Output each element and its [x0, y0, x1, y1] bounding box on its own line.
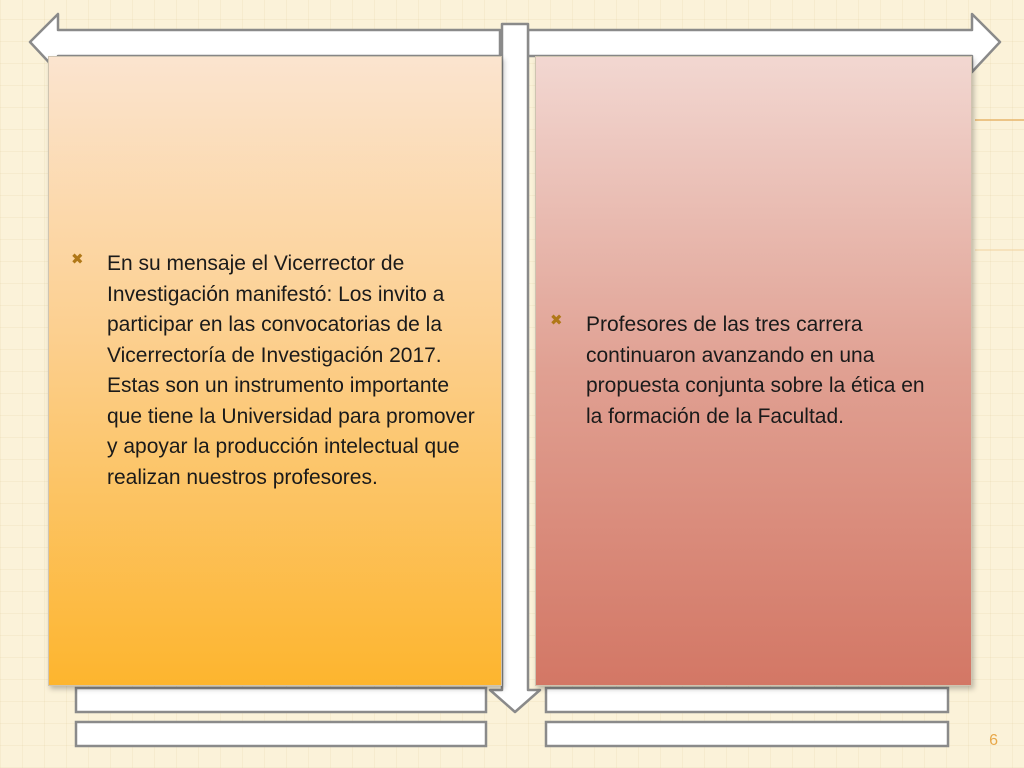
cross-bullet-icon: ✖ — [550, 312, 563, 329]
bottom-box — [546, 688, 948, 712]
right-content-panel — [535, 56, 972, 686]
left-bullet-text: En su mensaje el Vicerrector de Investigación manifestó: Los invito a participar en las convocatorias de la Vicerrectoría de Investigación 2017. Estas son un instrumento importante que tiene la Universidad para promover y apoyar la producción intelectual que realizan nuestros profesores. — [107, 252, 475, 489]
right-bullet-text: Profesores de las tres carrera continuaron avanzando en una propuesta conjunta sobre la ética en la formación de la Facultad. — [586, 313, 925, 428]
cross-bullet-icon: ✖ — [71, 251, 84, 268]
bottom-box — [546, 722, 948, 746]
left-bullet-item — [71, 249, 483, 493]
bottom-box — [76, 688, 486, 712]
bottom-box — [76, 722, 486, 746]
left-content-panel — [48, 56, 502, 686]
right-bullet-item — [550, 310, 945, 432]
page-number: 6 — [989, 732, 998, 749]
